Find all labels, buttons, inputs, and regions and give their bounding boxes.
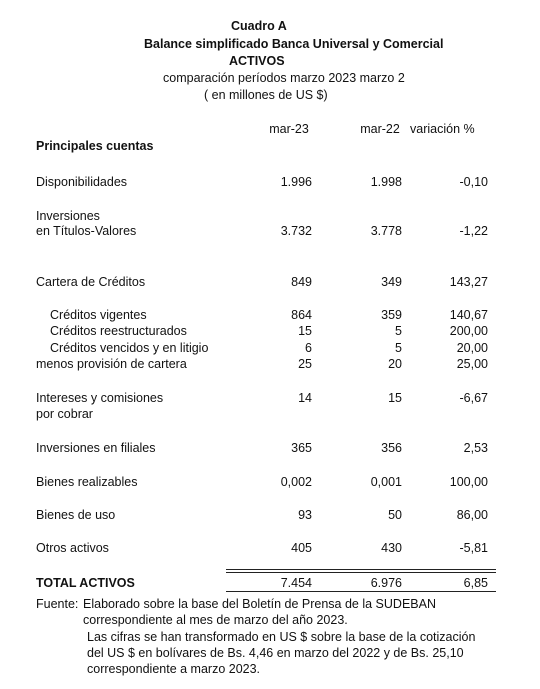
section-label: Principales cuentas xyxy=(36,139,154,153)
cell-mar-23: 365 xyxy=(291,441,312,455)
cell-variacion: 143,27 xyxy=(449,275,488,289)
cell-mar-22: 359 xyxy=(381,308,402,322)
row-label: Intereses y comisiones xyxy=(36,391,164,405)
source-line-4: del US $ en bolívares de Bs. 4,46 en marzo del 2022 y de Bs. 25,10 xyxy=(87,646,464,660)
section-subtitle: ACTIVOS xyxy=(229,54,285,68)
row-label: Bienes realizables xyxy=(36,475,138,489)
cell-mar-22: 349 xyxy=(381,275,402,289)
cell-mar-23: 93 xyxy=(298,508,312,522)
cell-variacion: -1,22 xyxy=(459,224,488,238)
total-variacion: 6,85 xyxy=(463,576,488,590)
column-header-mar-22: mar-22 xyxy=(360,122,400,136)
total-underline xyxy=(226,591,496,592)
cell-mar-22: 0,001 xyxy=(370,475,402,489)
row-label: Créditos reestructurados xyxy=(50,324,187,338)
row-label-continuation: en Títulos-Valores xyxy=(36,224,137,238)
total-divider-bottom xyxy=(226,572,496,573)
row-label: Disponibilidades xyxy=(36,175,128,189)
total-label: TOTAL ACTIVOS xyxy=(36,576,135,590)
row-label: Inversiones xyxy=(36,209,100,223)
row-label: Cartera de Créditos xyxy=(36,275,146,289)
cell-variacion: 25,00 xyxy=(456,357,488,371)
cell-variacion: 200,00 xyxy=(449,324,488,338)
column-header-mar-23: mar-23 xyxy=(269,122,309,136)
cell-variacion: 2,53 xyxy=(463,441,488,455)
cell-variacion: 86,00 xyxy=(456,508,488,522)
cell-mar-23: 849 xyxy=(291,275,312,289)
row-label: Bienes de uso xyxy=(36,508,116,522)
row-label: Inversiones en filiales xyxy=(36,441,156,455)
cell-variacion: -5,81 xyxy=(459,541,488,555)
cell-mar-23: 14 xyxy=(298,391,312,405)
cell-mar-23: 864 xyxy=(291,308,312,322)
cell-mar-23: 3.732 xyxy=(280,224,312,238)
total-mar-23: 7.454 xyxy=(280,576,312,590)
comparison-note: comparación períodos marzo 2023 marzo 2 xyxy=(163,71,405,85)
cell-mar-23: 15 xyxy=(298,324,312,338)
cell-mar-22: 20 xyxy=(388,357,402,371)
units-note: ( en millones de US $) xyxy=(204,88,328,102)
cell-mar-23: 0,002 xyxy=(280,475,312,489)
total-divider-top xyxy=(226,569,496,570)
source-line-1: Elaborado sobre la base del Boletín de Prensa de la SUDEBAN xyxy=(83,597,436,611)
cell-mar-22: 15 xyxy=(388,391,402,405)
cell-variacion: -0,10 xyxy=(459,175,488,189)
row-label-continuation: por cobrar xyxy=(36,407,93,421)
cell-mar-22: 1.998 xyxy=(370,175,402,189)
source-prefix: Fuente: xyxy=(36,597,79,611)
cell-variacion: 140,67 xyxy=(449,308,488,322)
cell-mar-22: 3.778 xyxy=(370,224,402,238)
cell-mar-22: 5 xyxy=(395,341,402,355)
source-line-2: correspondiente al mes de marzo del año 2023. xyxy=(83,613,348,627)
source-line-5: correspondiente a marzo 2023. xyxy=(87,662,261,676)
cell-mar-22: 50 xyxy=(388,508,402,522)
cuadro-label: Cuadro A xyxy=(231,19,287,33)
cell-mar-23: 25 xyxy=(298,357,312,371)
column-header-variacion: variación % xyxy=(410,122,475,136)
row-label: Créditos vigentes xyxy=(50,308,147,322)
row-label: menos provisión de cartera xyxy=(36,357,187,371)
cell-mar-23: 1.996 xyxy=(280,175,312,189)
document-title: Balance simplificado Banca Universal y Comercial xyxy=(144,37,444,51)
cell-mar-23: 6 xyxy=(305,341,312,355)
total-mar-22: 6.976 xyxy=(370,576,402,590)
cell-variacion: 100,00 xyxy=(449,475,488,489)
cell-variacion: -6,67 xyxy=(459,391,488,405)
cell-mar-22: 430 xyxy=(381,541,402,555)
cell-mar-23: 405 xyxy=(291,541,312,555)
cell-mar-22: 356 xyxy=(381,441,402,455)
row-label: Otros activos xyxy=(36,541,109,555)
cell-variacion: 20,00 xyxy=(456,341,488,355)
source-line-3: Las cifras se han transformado en US $ sobre la base de la cotización xyxy=(87,630,476,644)
row-label: Créditos vencidos y en litigio xyxy=(50,341,209,355)
cell-mar-22: 5 xyxy=(395,324,402,338)
